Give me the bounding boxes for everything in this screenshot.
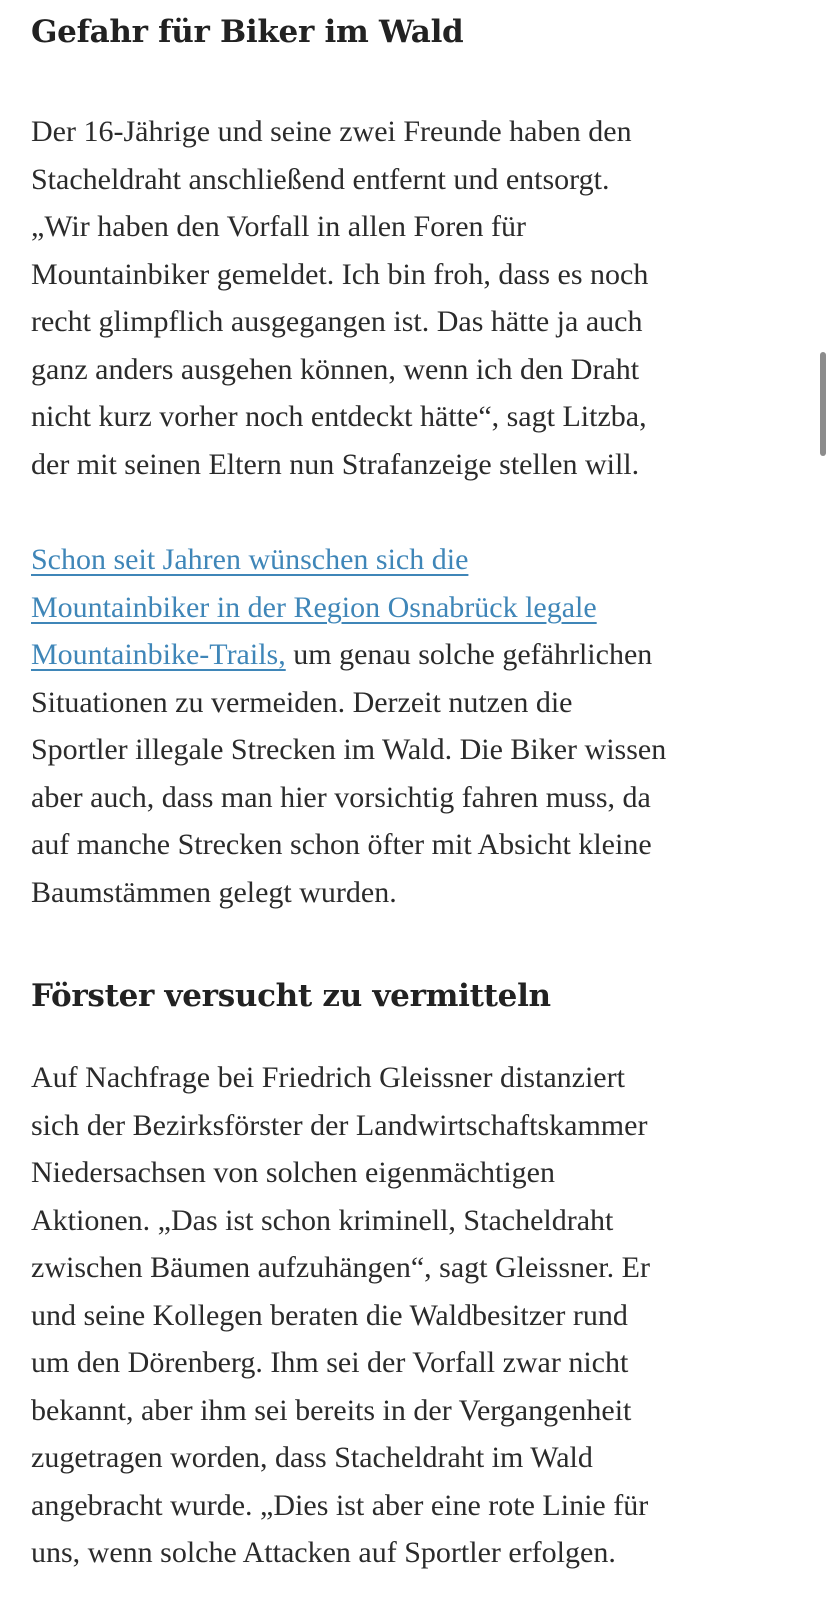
section-heading-biker-danger: Gefahr für Biker im Wald [31,14,464,50]
paragraph-line [31,584,666,632]
paragraph-line: Sportler illegale Strecken im Wald. Die Biker wissen [31,733,667,766]
paragraph-line: bekannt, aber ihm sei bereits in der Vergangenheit [31,1393,632,1427]
mountainbike-trails-link-part2[interactable]: Mountainbiker in der Region Osnabrück legale [31,590,597,624]
paragraph-line: Niedersachsen von solchen eigenmächtigen [31,1156,555,1189]
scrollbar-thumb[interactable] [820,352,826,456]
paragraph-line: ganz anders ausgehen können, wenn ich den Draht [31,352,640,386]
paragraph-2 [31,536,666,916]
paragraph-line: und seine Kollegen beraten die Waldbesitzer rund [31,1298,628,1332]
paragraph-line: Mountainbiker gemeldet. Ich bin froh, dass es noch [31,257,649,291]
paragraph-line: der mit seinen Eltern nun Strafanzeige stellen will. [31,447,640,481]
paragraph-text: um genau solche gefährlichen [285,638,653,671]
paragraph-line: auf manche Strecken schon öfter mit Absicht kleine [31,828,652,861]
paragraph-line: aber auch, dass man hier vorsichtig fahren muss, da [31,780,651,814]
paragraph-line: zugetragen worden, dass Stacheldraht im Wald [31,1441,593,1474]
paragraph-3 [31,1054,650,1577]
paragraph-line: uns, wenn solche Attacken auf Sportler erfolgen. [31,1536,616,1569]
paragraph-line: Auf Nachfrage bei Friedrich Gleissner distanziert [31,1061,625,1094]
mountainbike-trails-link-part3[interactable]: Mountainbike-Trails, [31,638,286,671]
paragraph-line [31,631,666,679]
paragraph-1 [31,108,648,488]
paragraph-line: angebracht wurde. „Dies ist aber eine rote Linie für [31,1488,649,1522]
paragraph-line: recht glimpflich ausgegangen ist. Das hätte ja auch [31,305,643,338]
paragraph-line: Situationen zu vermeiden. Derzeit nutzen die [31,685,573,719]
mountainbike-trails-link-part1[interactable]: Schon seit Jahren wünschen sich die [31,543,469,576]
paragraph-line: Aktionen. „Das ist schon kriminell, Stacheldraht [31,1203,614,1237]
paragraph-line: „Wir haben den Vorfall in allen Foren für [31,210,527,243]
paragraph-line: zwischen Bäumen aufzuhängen“, sagt Gleissner. Er [31,1251,650,1284]
paragraph-line [31,536,666,584]
section-heading-forester: Förster versucht zu vermitteln [31,978,551,1014]
paragraph-line: Stacheldraht anschließend entfernt und entsorgt. [31,162,610,196]
paragraph-line: um den Dörenberg. Ihm sei der Vorfall zwar nicht [31,1346,629,1379]
paragraph-line: nicht kurz vorher noch entdeckt hätte“, sagt Litzba, [31,400,647,433]
paragraph-line: sich der Bezirksförster der Landwirtschaftskammer [31,1108,648,1142]
paragraph-line: Baumstämmen gelegt wurden. [31,875,397,909]
paragraph-line: Der 16-Jährige und seine zwei Freunde haben den [31,115,632,148]
